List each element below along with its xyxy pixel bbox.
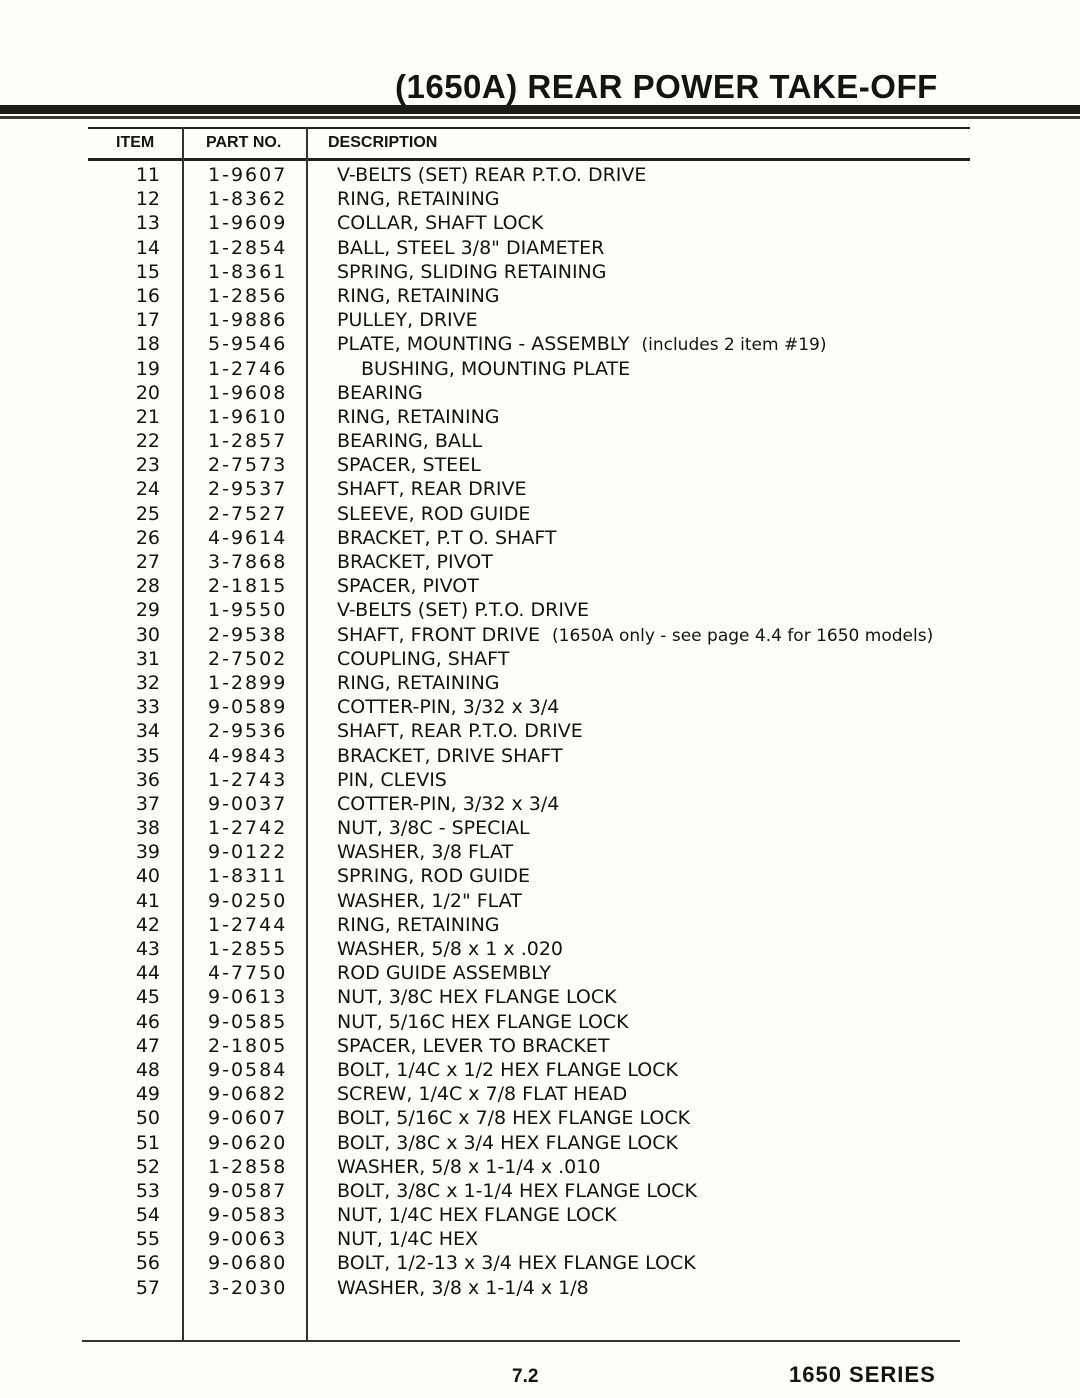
part-number: 3-7868 xyxy=(208,551,288,573)
table-row xyxy=(0,672,1080,696)
item-number: 57 xyxy=(135,1276,160,1299)
item-number: 51 xyxy=(135,1131,160,1154)
part-number: 9-0585 xyxy=(208,1010,288,1033)
table-row xyxy=(0,648,1080,672)
part-number: 1-2899 xyxy=(208,671,288,694)
item-number: 13 xyxy=(135,212,160,235)
item-number: 27 xyxy=(135,551,160,573)
part-description xyxy=(337,1107,690,1129)
part-number: 1-8311 xyxy=(208,865,288,888)
table-row xyxy=(0,938,1080,962)
part-description xyxy=(337,769,447,791)
description-text: NUT, 1/4C HEX xyxy=(337,1228,478,1251)
table-row xyxy=(0,1059,1080,1083)
part-number: 2-1805 xyxy=(208,1034,288,1057)
part-number: 1-9607 xyxy=(208,164,288,186)
part-number: 4-7750 xyxy=(208,962,288,985)
part-number: 1-9550 xyxy=(208,599,288,622)
part-description xyxy=(337,212,543,234)
description-text: NUT, 5/16C HEX FLANGE LOCK xyxy=(337,1010,629,1033)
description-text: SHAFT, FRONT DRIVE xyxy=(337,623,541,646)
part-number: 2-7573 xyxy=(208,454,288,477)
header-rule-thin xyxy=(0,116,1080,119)
item-number: 22 xyxy=(135,430,160,453)
part-description xyxy=(337,672,500,694)
part-number: 1-8362 xyxy=(208,188,288,211)
table-row xyxy=(0,285,1080,309)
footer-rule xyxy=(82,1340,960,1342)
item-number: 18 xyxy=(135,333,160,356)
description-text: RING, RETAINING xyxy=(337,188,500,211)
part-description xyxy=(337,430,482,452)
part-description xyxy=(337,986,617,1008)
description-text: WASHER, 3/8 FLAT xyxy=(337,841,514,864)
part-number: 1-2856 xyxy=(208,284,288,307)
part-description xyxy=(337,1035,609,1057)
description-text: PULLEY, DRIVE xyxy=(337,309,478,332)
item-number: 24 xyxy=(135,478,160,501)
part-number: 4-9614 xyxy=(208,526,288,549)
description-text: BOLT, 5/16C x 7/8 HEX FLANGE LOCK xyxy=(337,1107,691,1130)
part-number: 1-9610 xyxy=(208,405,288,428)
part-description xyxy=(337,817,530,839)
table-row xyxy=(0,1277,1080,1301)
description-text: BEARING xyxy=(337,381,423,404)
part-description xyxy=(337,1228,478,1250)
table-row xyxy=(0,696,1080,720)
item-number: 32 xyxy=(135,671,160,694)
description-text: WASHER, 1/2" FLAT xyxy=(337,889,522,912)
item-number: 25 xyxy=(135,502,160,525)
part-description xyxy=(361,358,630,380)
part-number: 1-9609 xyxy=(208,212,288,235)
description-text: V-BELTS (SET) P.T.O. DRIVE xyxy=(337,599,589,622)
part-description xyxy=(337,720,583,742)
part-number: 2-9536 xyxy=(208,720,288,743)
table-row xyxy=(0,358,1080,382)
part-description xyxy=(337,454,481,476)
part-number: 2-9537 xyxy=(208,478,288,501)
description-text: RING, RETAINING xyxy=(337,405,500,428)
table-row xyxy=(0,454,1080,478)
part-description xyxy=(337,575,479,597)
item-number: 44 xyxy=(135,962,160,985)
part-number: 5-9546 xyxy=(208,333,288,356)
description-text: PIN, CLEVIS xyxy=(337,768,447,791)
part-description xyxy=(337,164,646,186)
item-number: 41 xyxy=(135,889,160,912)
part-number: 9-0584 xyxy=(208,1058,288,1081)
item-number: 28 xyxy=(135,575,160,598)
part-description xyxy=(337,648,509,670)
item-number: 26 xyxy=(135,526,160,549)
part-description xyxy=(337,285,500,307)
part-description xyxy=(337,599,589,621)
table-row xyxy=(0,406,1080,430)
table-row xyxy=(0,188,1080,212)
part-description xyxy=(337,503,530,525)
table-row xyxy=(0,769,1080,793)
part-number: 1-2744 xyxy=(208,913,288,936)
part-description xyxy=(337,696,559,718)
item-number: 53 xyxy=(135,1179,160,1202)
description-text: RING, RETAINING xyxy=(337,913,500,936)
table-row xyxy=(0,1204,1080,1228)
table-row xyxy=(0,720,1080,744)
table-row xyxy=(0,382,1080,406)
part-description xyxy=(337,793,559,815)
description-text: BRACKET, PIVOT xyxy=(337,551,493,573)
item-number: 49 xyxy=(135,1083,160,1106)
table-row xyxy=(0,430,1080,454)
item-number: 50 xyxy=(135,1107,160,1130)
description-text: SHAFT, REAR DRIVE xyxy=(337,478,527,501)
table-row xyxy=(0,624,1080,648)
description-text: SHAFT, REAR P.T.O. DRIVE xyxy=(337,720,583,743)
item-number: 33 xyxy=(135,696,160,719)
part-description xyxy=(337,406,500,428)
part-description xyxy=(337,745,563,767)
item-number: 56 xyxy=(135,1252,160,1275)
item-number: 29 xyxy=(135,599,160,622)
item-number: 42 xyxy=(135,913,160,936)
item-number: 11 xyxy=(135,164,160,186)
description-text: NUT, 3/8C HEX FLANGE LOCK xyxy=(337,986,617,1009)
item-number: 19 xyxy=(135,357,160,380)
description-text: WASHER, 5/8 x 1-1/4 x .010 xyxy=(337,1155,601,1178)
table-row xyxy=(0,841,1080,865)
description-text: ROD GUIDE ASSEMBLY xyxy=(337,962,551,985)
table-row xyxy=(0,1252,1080,1276)
description-text: SPRING, ROD GUIDE xyxy=(337,865,531,888)
table-row xyxy=(0,745,1080,769)
part-number: 1-9886 xyxy=(208,309,288,332)
part-number: 2-7502 xyxy=(208,647,288,670)
item-number: 54 xyxy=(135,1204,160,1227)
part-description xyxy=(337,551,493,573)
item-number: 52 xyxy=(135,1155,160,1178)
description-text: NUT, 3/8C - SPECIAL xyxy=(337,817,530,840)
item-number: 39 xyxy=(135,841,160,864)
part-description xyxy=(337,841,513,863)
description-text: COTTER-PIN, 3/32 x 3/4 xyxy=(337,792,560,815)
table-row xyxy=(0,1011,1080,1035)
description-text: COTTER-PIN, 3/32 x 3/4 xyxy=(337,696,560,719)
table-row xyxy=(0,575,1080,599)
part-number: 9-0680 xyxy=(208,1252,288,1275)
part-number: 9-0583 xyxy=(208,1204,288,1227)
part-number: 1-2746 xyxy=(208,357,288,380)
table-row xyxy=(0,333,1080,357)
table-row xyxy=(0,817,1080,841)
description-text: WASHER, 3/8 x 1-1/4 x 1/8 xyxy=(337,1276,589,1299)
part-number: 1-8361 xyxy=(208,260,288,283)
part-description xyxy=(337,309,478,331)
part-number: 9-0037 xyxy=(208,792,288,815)
table-row xyxy=(0,914,1080,938)
part-number: 1-2855 xyxy=(208,938,288,960)
table-row xyxy=(0,890,1080,914)
part-description xyxy=(337,890,522,912)
page-number: 7.2 xyxy=(512,1366,539,1387)
part-number: 9-0063 xyxy=(208,1228,288,1251)
description-text: BOLT, 1/2-13 x 3/4 HEX FLANGE LOCK xyxy=(337,1252,696,1275)
part-description xyxy=(337,1011,629,1033)
item-number: 46 xyxy=(135,1010,160,1033)
table-row xyxy=(0,986,1080,1010)
item-number: 31 xyxy=(135,647,160,670)
part-description xyxy=(337,188,500,210)
table-top-rule xyxy=(88,127,970,129)
description-text: SPACER, STEEL xyxy=(337,454,481,477)
item-number: 14 xyxy=(135,236,160,259)
description-text: NUT, 1/4C HEX FLANGE LOCK xyxy=(337,1204,617,1227)
series-label: 1650 SERIES xyxy=(789,1362,936,1387)
description-note: (includes 2 item #19) xyxy=(641,335,827,356)
item-number: 38 xyxy=(135,817,160,840)
table-row xyxy=(0,1107,1080,1131)
description-text: SPACER, LEVER TO BRACKET xyxy=(337,1034,610,1057)
item-number: 43 xyxy=(135,938,160,960)
description-text: BOLT, 1/4C x 1/2 HEX FLANGE LOCK xyxy=(337,1058,678,1081)
table-row xyxy=(0,962,1080,986)
part-number: 1-9608 xyxy=(208,381,288,404)
page-title: (1650A) REAR POWER TAKE-OFF xyxy=(395,68,938,105)
item-number: 35 xyxy=(135,744,160,767)
table-row xyxy=(0,1083,1080,1107)
part-description xyxy=(337,1132,678,1154)
item-number: 47 xyxy=(135,1034,160,1057)
table-row xyxy=(0,309,1080,333)
part-number: 1-2854 xyxy=(208,236,288,259)
table-row xyxy=(0,261,1080,285)
item-number: 48 xyxy=(135,1058,160,1081)
part-number: 9-0682 xyxy=(208,1083,288,1106)
parts-table-body xyxy=(0,164,1080,1301)
table-row xyxy=(0,865,1080,889)
part-description xyxy=(337,1204,617,1226)
description-text: SCREW, 1/4C x 7/8 FLAT HEAD xyxy=(337,1083,628,1106)
item-number: 23 xyxy=(135,454,160,477)
table-row xyxy=(0,237,1080,261)
description-text: COLLAR, SHAFT LOCK xyxy=(337,212,544,235)
part-number: 9-0613 xyxy=(208,986,288,1009)
table-row xyxy=(0,793,1080,817)
table-row xyxy=(0,164,1080,188)
item-number: 40 xyxy=(135,865,160,888)
item-number: 45 xyxy=(135,986,160,1009)
description-text: RING, RETAINING xyxy=(337,284,500,307)
description-text: V-BELTS (SET) REAR P.T.O. DRIVE xyxy=(337,164,647,186)
table-row xyxy=(0,527,1080,551)
description-text: WASHER, 5/8 x 1 x .020 xyxy=(337,938,563,960)
part-description xyxy=(337,1277,589,1299)
description-note: (1650A only - see page 4.4 for 1650 models) xyxy=(552,625,934,646)
part-number: 9-0620 xyxy=(208,1131,288,1154)
part-number: 9-0587 xyxy=(208,1179,288,1202)
part-number: 9-0122 xyxy=(208,841,288,864)
table-header-rule xyxy=(88,158,970,161)
table-row xyxy=(0,212,1080,236)
description-text: COUPLING, SHAFT xyxy=(337,647,510,670)
part-number: 2-9538 xyxy=(208,623,288,646)
part-description xyxy=(337,1059,678,1081)
column-header-part-no: PART NO. xyxy=(206,134,282,151)
item-number: 34 xyxy=(135,720,160,743)
part-number: 2-1815 xyxy=(208,575,288,598)
item-number: 21 xyxy=(135,405,160,428)
part-number: 1-2857 xyxy=(208,430,288,453)
item-number: 17 xyxy=(135,309,160,332)
part-number: 1-2743 xyxy=(208,768,288,791)
part-description xyxy=(337,865,530,887)
item-number: 15 xyxy=(135,260,160,283)
part-number: 4-9843 xyxy=(208,744,288,767)
part-number: 1-2742 xyxy=(208,817,288,840)
table-row xyxy=(0,1228,1080,1252)
part-description xyxy=(337,914,500,936)
table-row xyxy=(0,1156,1080,1180)
description-text: RING, RETAINING xyxy=(337,671,500,694)
part-description xyxy=(337,938,563,960)
table-row xyxy=(0,1132,1080,1156)
part-description xyxy=(337,527,557,549)
item-number: 12 xyxy=(135,188,160,211)
table-row xyxy=(0,503,1080,527)
description-text: BRACKET, P.T O. SHAFT xyxy=(337,526,557,549)
table-row xyxy=(0,478,1080,502)
description-text: BEARING, BALL xyxy=(337,430,483,453)
part-number: 9-0589 xyxy=(208,696,288,719)
part-number: 9-0250 xyxy=(208,889,288,912)
table-row xyxy=(0,1035,1080,1059)
part-description xyxy=(337,382,423,404)
part-description xyxy=(337,1083,627,1105)
description-text: BOLT, 3/8C x 1-1/4 HEX FLANGE LOCK xyxy=(337,1179,697,1202)
description-text: SPACER, PIVOT xyxy=(337,575,479,598)
description-text: SPRING, SLIDING RETAINING xyxy=(337,260,607,283)
item-number: 37 xyxy=(135,792,160,815)
part-description xyxy=(337,1156,600,1178)
part-number: 9-0607 xyxy=(208,1107,288,1130)
part-number: 3-2030 xyxy=(208,1276,288,1299)
part-description xyxy=(337,261,607,283)
table-row xyxy=(0,1180,1080,1204)
column-header-description: DESCRIPTION xyxy=(328,134,438,151)
description-text: SLEEVE, ROD GUIDE xyxy=(337,502,531,525)
description-text: PLATE, MOUNTING - ASSEMBLY xyxy=(337,333,630,356)
column-header-item: ITEM xyxy=(116,134,155,151)
item-number: 30 xyxy=(135,623,160,646)
item-number: 55 xyxy=(135,1228,160,1251)
header-rule xyxy=(0,105,1080,114)
part-description xyxy=(337,962,551,984)
description-text: BALL, STEEL 3/8" DIAMETER xyxy=(337,236,605,259)
part-description xyxy=(337,333,827,355)
part-number: 1-2858 xyxy=(208,1155,288,1178)
item-number: 16 xyxy=(135,284,160,307)
part-description xyxy=(337,237,604,259)
part-description xyxy=(337,624,933,646)
part-number: 2-7527 xyxy=(208,502,288,525)
item-number: 36 xyxy=(135,768,160,791)
description-text: BRACKET, DRIVE SHAFT xyxy=(337,744,563,767)
description-text: BOLT, 3/8C x 3/4 HEX FLANGE LOCK xyxy=(337,1131,678,1154)
part-description xyxy=(337,478,527,500)
part-description xyxy=(337,1180,697,1202)
table-row xyxy=(0,551,1080,575)
description-text: BUSHING, MOUNTING PLATE xyxy=(361,357,631,380)
table-row xyxy=(0,599,1080,623)
part-description xyxy=(337,1252,696,1274)
item-number: 20 xyxy=(135,381,160,404)
